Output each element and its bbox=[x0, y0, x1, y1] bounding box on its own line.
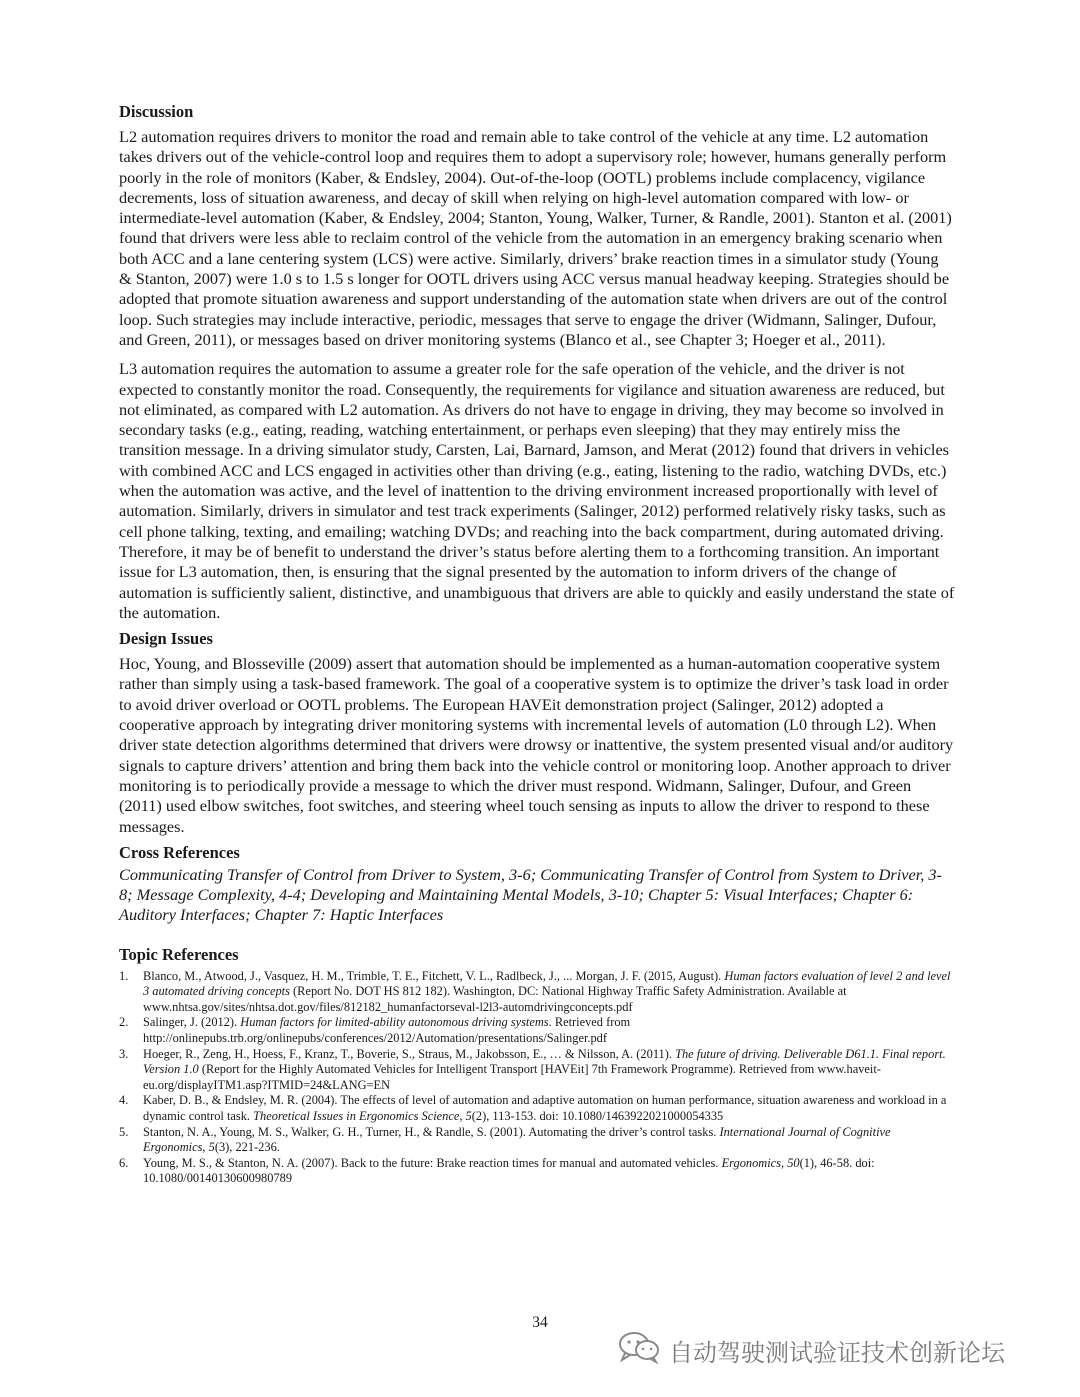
reference-item bbox=[119, 1015, 955, 1046]
reference-number: 4. bbox=[119, 1093, 129, 1108]
discussion-heading: Discussion bbox=[119, 102, 194, 121]
watermark bbox=[617, 1330, 1005, 1370]
reference-number: 2. bbox=[119, 1015, 129, 1030]
reference-title: Human factors for limited-ability autonomous driving systems bbox=[240, 1015, 549, 1030]
reference-item bbox=[119, 1156, 955, 1187]
discussion-paragraph-1: L2 automation requires drivers to monitor the road and remain able to take control of the vehicle at any time. L2 automation takes drivers out of the vehicle-control loop and requires them to adopt a supervisory role; however, humans generally perform poorly in the role of monitors (Kaber, & Endsley, 2004). Out-of-the-loop (OOTL) problems include complacency, vigilance decrements, loss of situation awareness, and decay of skill when relying on high-level automation compared with low- or intermediate-level automation (Kaber, & Endsley, 2004; Stanton, Young, Walker, Turner, & Randle, 2001). Stanton et al. (2001) found that drivers were less able to reclaim control of the vehicle from the automation in an emergency braking scenario when both ACC and a lane centering system (LCS) were active. Similarly, drivers’ brake reaction times in a simulator study (Young & Stanton, 2007) were 1.0 s to 1.5 s longer for OOTL drivers using ACC versus manual headway keeping. Strategies should be adopted that promote situation awareness and support understanding of the automation state when drivers are out of the control loop. Such strategies may include interactive, periodic, messages that serve to engage the driver (Widmann, Salinger, Dufour, and Green, 2011), or messages based on driver monitoring systems (Blanco et al., see Chapter 3; Hoeger et al., 2011). bbox=[119, 127, 952, 349]
reference-title: Human factors evaluation of level 2 and level 3 automated driving concepts bbox=[143, 968, 951, 999]
reference-title: Ergonomics, 50 bbox=[721, 1156, 800, 1171]
reference-details: . Retrieved from http://onlinepubs.trb.org/onlinepubs/conferences/2012/Automation/presentations/Salinger.pdf bbox=[143, 1015, 631, 1045]
reference-list bbox=[119, 969, 955, 1187]
document-page bbox=[119, 100, 955, 1187]
discussion-paragraph-2: L3 automation requires the automation to assume a greater role for the safe operation of the vehicle, and the driver is not expected to constantly monitor the road. Consequently, the requirements for vigilance and situation awareness are reduced, but not eliminated, as compared with L2 automation. As drivers do not have to engage in driving, they may become so involved in secondary tasks (e.g., eating, reading, watching entertainment, or perhaps even sleeping) that they may entirely miss the transition message. In a driving simulator study, Carsten, Lai, Barnard, Jamson, and Merat (2012) found that drivers in vehicles with combined ACC and LCS engaged in activities other than driving (e.g., eating, listening to the radio, watching DVDs, etc.) when the automation was active, and the level of inattention to the driving environment increased proportionally with level of automation. Similarly, drivers in simulator and test track experiments (Salinger, 2012) performed relatively risky tasks, such as cell phone talking, texting, and emailing; watching DVDs; and reaching into the back compartment, during automated driving. Therefore, it may be of benefit to understand the driver’s status before alerting them to a forthcoming transition. An important issue for L3 automation, then, is ensuring that the signal presented by the automation to inform drivers of the change of automation is sufficiently salient, distinctive, and unambiguous that drivers are able to quickly and easily understand the state of the automation. bbox=[119, 359, 955, 622]
reference-text: Kaber, D. B., & Endsley, M. R. (2004). The effects of level of automation and adaptive automation on human performance, situation awareness and workload in a dynamic control task. bbox=[143, 1093, 947, 1123]
reference-item bbox=[119, 1125, 955, 1156]
watermark-text: 自动驾驶测试验证技术创新论坛 bbox=[669, 1338, 1005, 1367]
page-number: 34 bbox=[532, 1314, 548, 1331]
cross-references-heading: Cross References bbox=[119, 842, 240, 862]
reference-details: (Report for the Highly Automated Vehicles for Intelligent Transport [HAVEit] 7th Framework Programme). Retrieved from www.haveit-eu.org/displayITM1.asp?ITMID=24&LANG=EN bbox=[143, 1062, 881, 1092]
reference-text: Hoeger, R., Zeng, H., Hoess, F., Kranz, T., Boverie, S., Straus, M., Jakobsson, E., … & Nilsson, A. (2011). bbox=[143, 1046, 676, 1061]
reference-number: 5. bbox=[119, 1124, 129, 1139]
topic-references-heading: Topic References bbox=[119, 944, 239, 964]
reference-details: (2), 113-153. doi: 10.1080/1463922021000054335 bbox=[471, 1108, 724, 1123]
reference-number: 1. bbox=[119, 968, 129, 983]
reference-text: Young, M. S., & Stanton, N. A. (2007). Back to the future: Brake reaction times for manual and automated vehicles. bbox=[143, 1156, 722, 1171]
wechat-icon bbox=[617, 1330, 661, 1370]
reference-title: Theoretical Issues in Ergonomics Science, 5 bbox=[253, 1108, 472, 1123]
cross-references-part-1: Communicating Transfer of Control from Driver to System, 3-6; Communicating Transfer of Control from System to Driver, 3-8; Message Complexity, 4-4; Developing and Maintaining Mental Models, 3-10; bbox=[119, 864, 942, 905]
reference-text: Stanton, N. A., Young, M. S., Walker, G. H., Turner, H., & Randle, S. (2001). Automating the driver’s control tasks. bbox=[143, 1124, 720, 1139]
reference-number: 3. bbox=[119, 1046, 129, 1061]
cross-references-part-2: Chapter 5: Visual Interfaces; Chapter 6: Auditory Interfaces; Chapter 7: Haptic Interfaces bbox=[119, 885, 914, 925]
reference-item bbox=[119, 1093, 955, 1124]
cross-references-list bbox=[119, 865, 955, 926]
reference-title: International Journal of Cognitive Ergonomics, 5 bbox=[143, 1124, 891, 1155]
reference-text: Blanco, M., Atwood, J., Vasquez, H. M., Trimble, T. E., Fitchett, V. L., Radlbeck, J., ... Morgan, J. F. (2015, August). bbox=[143, 968, 725, 983]
reference-details: (1), 46-58. doi: 10.1080/00140130600980789 bbox=[143, 1156, 875, 1186]
design-issues-heading: Design Issues bbox=[119, 629, 213, 649]
reference-text: Salinger, J. (2012). bbox=[143, 1015, 241, 1030]
reference-item bbox=[119, 969, 955, 1015]
design-issues-paragraph: Hoc, Young, and Blosseville (2009) assert that automation should be implemented as a human-automation cooperative system rather than simply using a task-based framework. The goal of a cooperative system is to optimize the driver’s task load in order to avoid driver overload or OOTL problems. The European HAVEit demonstration project (Salinger, 2012) adopted a cooperative approach by integrating driver monitoring systems with incremental levels of automation (L0 through L2). When driver state detection algorithms determined that drivers were drowsy or inattentive, the system presented visual and/or auditory signals to capture drivers’ attention and bring them back into the vehicle control or monitoring loop. Another approach to driver monitoring is to periodically provide a message to which the driver must respond. Widmann, Salinger, Dufour, and Green (2011) used elbow switches, foot switches, and steering wheel touch sensing as inputs to allow the driver to respond to these messages. bbox=[119, 654, 954, 836]
reference-details: (Report No. DOT HS 812 182). Washington, DC: National Highway Traffic Safety Administration. Available at www.nhtsa.gov/sites/nhtsa.dot.gov/files/812182_humanfactorseval-l2l3-automdrivingconcepts.pdf bbox=[143, 984, 847, 1014]
reference-details: (3), 221-236. bbox=[214, 1140, 280, 1155]
reference-item bbox=[119, 1047, 955, 1093]
reference-title: The future of driving. Deliverable D61.1. Final report. Version 1.0 bbox=[143, 1046, 946, 1077]
reference-number: 6. bbox=[119, 1156, 129, 1171]
